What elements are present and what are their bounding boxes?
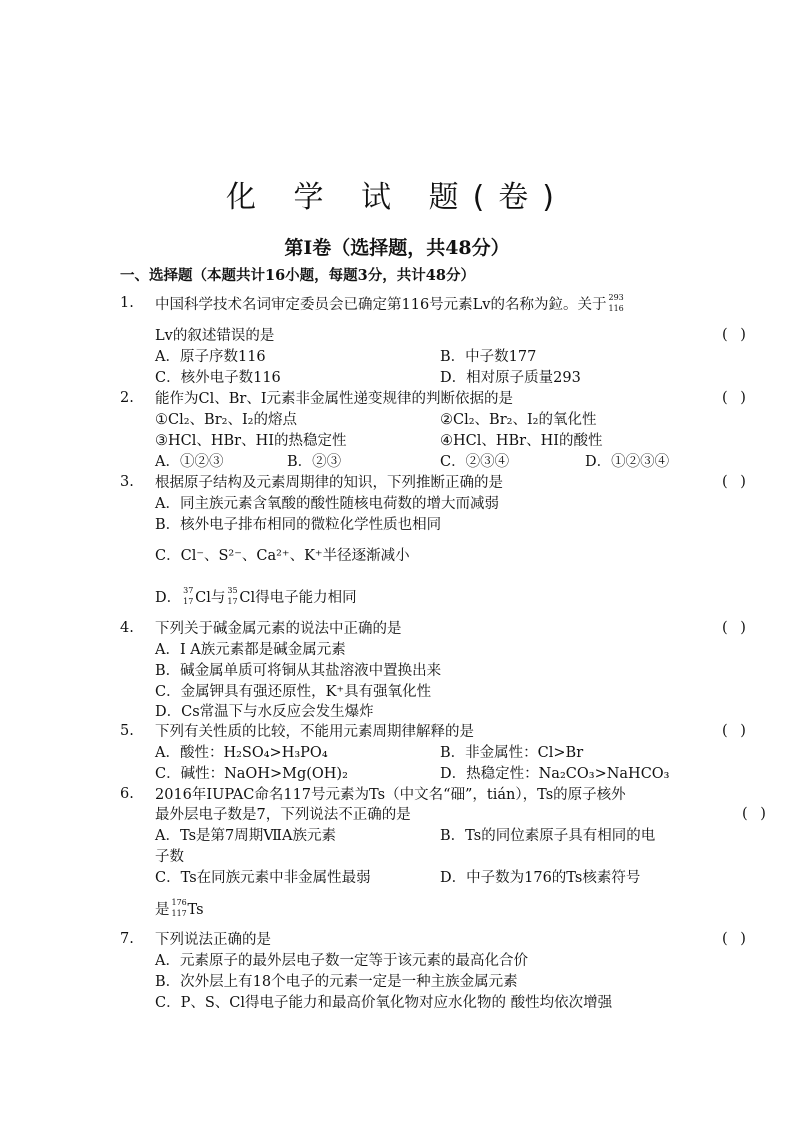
option-a: A．Ts是第7周期ⅦA族元素 xyxy=(155,828,336,844)
option-d: D． 37 17 Cl与 35 17 Cl得电子能力相同 xyxy=(155,586,357,606)
option-c: C．Cl⁻、S²⁻、Ca²⁺、K⁺半径逐渐减小 xyxy=(155,548,410,564)
option-d: D．相对原子质量293 xyxy=(440,370,581,386)
option-c: C．碱性：NaOH>Mg(OH)₂ xyxy=(155,766,348,782)
page-title: 化 学 试 题(卷) xyxy=(225,180,569,215)
option-b: B．碱金属单质可将铜从其盐溶液中置换出来 xyxy=(155,663,442,679)
criterion-4: ④HCl、HBr、HI的酸性 xyxy=(440,433,603,449)
criterion-3: ③HCl、HBr、HI的热稳定性 xyxy=(155,433,347,449)
option-c: C．P、S、Cl得电子能力和最高价氧化物对应水化物的 酸性均依次增强 xyxy=(155,995,613,1011)
question-stem: 中国科学技术名词审定委员会已确定第116号元素Lv的名称为鉝。关于 293 116 xyxy=(155,293,624,313)
question-stem: 能作为Cl、Br、I元素非金属性递变规律的判断依据的是 xyxy=(155,391,514,407)
question-number: 6. xyxy=(120,786,134,802)
option-c: C．②③④ xyxy=(440,454,510,470)
section-heading: 一、选择题（本题共计16小题，每题3分，共计48分） xyxy=(120,267,475,284)
question-stem: 根据原子结构及元素周期律的知识，下列推断正确的是 xyxy=(155,475,503,491)
answer-blank: ( ) xyxy=(722,474,750,490)
part-title: 第I卷（选择题，共48分） xyxy=(284,237,510,259)
question-stem: 下列有关性质的比较，不能用元素周期律解释的是 xyxy=(155,724,474,740)
answer-blank: ( ) xyxy=(722,931,750,947)
isotope-notation: 176 117 xyxy=(171,898,187,918)
option-d: D．①②③④ xyxy=(585,454,670,470)
criterion-1: ①Cl₂、Br₂、I₂的熔点 xyxy=(155,412,297,428)
question-number: 5. xyxy=(120,723,134,739)
question-number: 1. xyxy=(120,295,134,311)
option-b: B．非金属性：Cl>Br xyxy=(440,745,584,761)
answer-blank: ( ) xyxy=(722,723,750,739)
answer-blank: ( ) xyxy=(722,390,750,406)
option-b: B．核外电子排布相同的微粒化学性质也相同 xyxy=(155,517,442,533)
option-a: A．原子序数116 xyxy=(155,349,266,365)
answer-blank: ( ) xyxy=(722,327,750,343)
option-a: A．①②③ xyxy=(155,454,224,470)
question-stem-cont: Lv的叙述错误的是 xyxy=(155,328,275,344)
option-d-cont: 是 176 117 Ts xyxy=(155,898,204,918)
option-b: B．中子数177 xyxy=(440,349,537,365)
option-c: C．金属钾具有强还原性，K⁺具有强氧化性 xyxy=(155,684,432,700)
isotope-notation: 293 116 xyxy=(608,293,624,313)
option-d: D．中子数为176的Ts核素符号 xyxy=(440,870,641,886)
question-number: 3. xyxy=(120,474,134,490)
option-b-cont: 子数 xyxy=(155,849,184,865)
option-a: A．元素原子的最外层电子数一定等于该元素的最高化合价 xyxy=(155,953,528,969)
option-b: B．Ts的同位素原子具有相同的电 xyxy=(440,828,656,844)
option-b: B．②③ xyxy=(287,454,342,470)
question-number: 2. xyxy=(120,390,134,406)
question-number: 4. xyxy=(120,620,134,636)
answer-blank: ( ) xyxy=(742,806,770,822)
question-stem: 下列关于碱金属元素的说法中正确的是 xyxy=(155,621,402,637)
option-a: A．Ⅰ A族元素都是碱金属元素 xyxy=(155,642,346,658)
question-stem-cont: 最外层电子数是7，下列说法不正确的是 xyxy=(155,807,411,823)
criterion-2: ②Cl₂、Br₂、I₂的氧化性 xyxy=(440,412,597,428)
option-d: D．热稳定性：Na₂CO₃>NaHCO₃ xyxy=(440,766,670,782)
option-d: D．Cs常温下与水反应会发生爆炸 xyxy=(155,704,374,720)
answer-blank: ( ) xyxy=(722,620,750,636)
option-b: B．次外层上有18个电子的元素一定是一种主族金属元素 xyxy=(155,974,518,990)
isotope-notation: 35 17 xyxy=(227,586,238,606)
isotope-notation: 37 17 xyxy=(183,586,194,606)
option-c: C．核外电子数116 xyxy=(155,370,281,386)
option-a: A．同主族元素含氧酸的酸性随核电荷数的增大而减弱 xyxy=(155,496,499,512)
question-stem: 下列说法正确的是 xyxy=(155,932,271,948)
question-stem: 2016年IUPAC命名117号元素为Ts（中文名“鿬”，tián），Ts的原子核外 xyxy=(155,787,626,803)
option-c: C．Ts在同族元素中非金属性最弱 xyxy=(155,870,371,886)
question-number: 7. xyxy=(120,931,134,947)
option-a: A．酸性：H₂SO₄>H₃PO₄ xyxy=(155,745,328,761)
